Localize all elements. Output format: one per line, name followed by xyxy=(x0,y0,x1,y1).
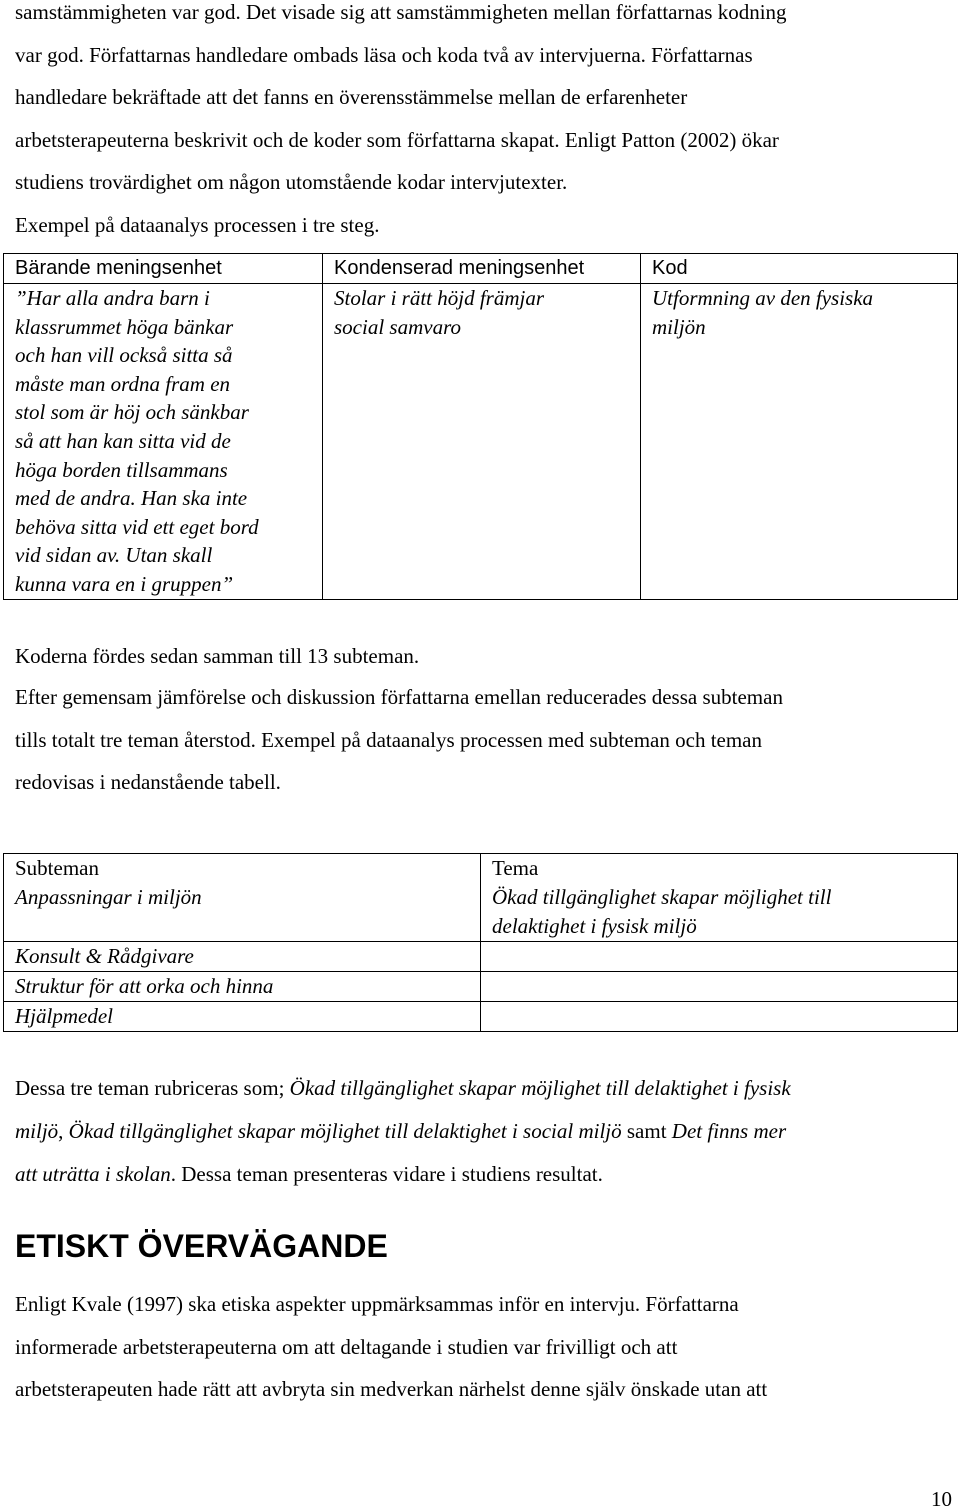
themes-paragraph xyxy=(15,1067,945,1196)
cell-kondenserad-meningsenhet xyxy=(323,284,641,600)
header-tema: Tema xyxy=(492,856,539,880)
page-number: 10 xyxy=(931,1487,952,1511)
text-line: redovisas i nedanstående tabell. xyxy=(15,770,281,794)
theme-name: miljö xyxy=(15,1119,59,1143)
theme-name: att uträtta i skolan xyxy=(15,1162,171,1186)
header-kondenserad-meningsenhet: Kondenserad meningsenhet xyxy=(323,254,641,284)
cell-line: höga borden tillsammans xyxy=(15,457,228,482)
text-line xyxy=(15,1110,945,1153)
cell-line: stol som är höj och sänkbar xyxy=(15,400,249,425)
cell-line: så att han kan sitta vid de xyxy=(15,428,231,453)
table-row xyxy=(4,1002,958,1032)
empty-cell xyxy=(481,1002,958,1032)
theme-name: Ökad tillgänglighet skapar möjlighet till delaktighet i social miljö xyxy=(68,1119,622,1143)
text-run: , xyxy=(58,1119,69,1143)
cell-subteman-group xyxy=(4,854,481,942)
cell-tema-group xyxy=(481,854,958,942)
theme-name: Det finns mer xyxy=(671,1119,787,1143)
cell-line: Utformning av den fysiska xyxy=(652,286,874,310)
text-line xyxy=(15,1153,945,1196)
tema-line: Ökad tillgänglighet skapar möjlighet till xyxy=(492,885,832,909)
cell-line: miljön xyxy=(652,314,706,339)
empty-cell xyxy=(481,972,958,1002)
text-line: Koderna fördes sedan samman till 13 subteman. xyxy=(15,644,420,668)
cell-line: Stolar i rätt höjd främjar xyxy=(334,286,545,310)
cell-line: med de andra. Han ska inte xyxy=(15,486,248,511)
text-run: Dessa tre teman rubriceras som; xyxy=(15,1076,290,1100)
header-kod: Kod xyxy=(641,254,958,284)
text-run: . Dessa teman presenteras vidare i studiens resultat. xyxy=(170,1162,603,1186)
tema-line: delaktighet i fysisk miljö xyxy=(492,914,697,938)
cell-line: och han vill också sitta så xyxy=(15,343,233,368)
cell-line: klassrummet höga bänkar xyxy=(15,314,234,339)
table-row xyxy=(4,942,958,972)
subtema-item: Struktur för att orka och hinna xyxy=(4,972,481,1002)
text-line: arbetsterapeuten hade rätt att avbryta sin medverkan närhelst denne själv önskade utan att xyxy=(15,1377,768,1401)
cell-line: kunna vara en i gruppen” xyxy=(15,571,234,596)
section-heading: ETISKT ÖVERVÄGANDE xyxy=(15,1228,388,1264)
text-line: Efter gemensam jämförelse och diskussion författarna emellan reducerades dessa subteman xyxy=(15,685,783,709)
cell-line: vid sidan av. Utan skall xyxy=(15,543,213,568)
text-line: informerade arbetsterapeuterna om att deltagande i studien var frivilligt och att xyxy=(15,1334,678,1359)
data-analysis-table xyxy=(3,253,958,600)
codes-sentence xyxy=(15,635,945,677)
intro-paragraph xyxy=(15,0,945,246)
text-line: handledare bekräftade att det fanns en överensstämmelse mellan de erfarenheter xyxy=(15,85,688,109)
text-line: tills totalt tre teman återstod. Exempel på dataanalys processen med subteman och teman xyxy=(15,727,763,752)
reduction-paragraph xyxy=(15,676,945,804)
subtheme-theme-table xyxy=(3,853,958,1032)
cell-line: ”Har alla andra barn i xyxy=(15,286,210,310)
cell-barande-meningsenhet xyxy=(4,284,323,600)
cell-line: behöva sitta vid ett eget bord xyxy=(15,514,259,539)
text-run: samt xyxy=(621,1119,672,1143)
text-line: arbetsterapeuterna beskrivit och de koder som författarna skapat. Enligt Patton (2002) ökar xyxy=(15,127,779,152)
header-subteman: Subteman xyxy=(15,856,99,880)
empty-cell xyxy=(481,942,958,972)
cell-line: social samvaro xyxy=(334,314,461,339)
theme-name: Ökad tillgänglighet skapar möjlighet till delaktighet i fysisk xyxy=(289,1076,791,1100)
table-row xyxy=(4,284,958,600)
table-row xyxy=(4,854,958,942)
text-line: Enligt Kvale (1997) ska etiska aspekter uppmärksammas inför en intervju. Författarna xyxy=(15,1292,739,1316)
ethics-paragraph xyxy=(15,1283,945,1411)
cell-kod xyxy=(641,284,958,600)
text-line: var god. Författarnas handledare ombads läsa och koda två av intervjuerna. Författarnas xyxy=(15,42,753,67)
text-line: studiens trovärdighet om någon utomstående kodar intervjutexter. xyxy=(15,170,568,194)
subtema-item: Konsult & Rådgivare xyxy=(4,942,481,972)
subtema-item: Anpassningar i miljön xyxy=(15,885,202,909)
table-header-row xyxy=(4,254,958,284)
cell-line: måste man ordna fram en xyxy=(15,371,231,396)
text-line xyxy=(15,1067,945,1110)
text-line: Exempel på dataanalys processen i tre steg. xyxy=(15,212,380,237)
header-barande-meningsenhet: Bärande meningsenhet xyxy=(4,254,323,284)
subtema-item: Hjälpmedel xyxy=(4,1002,481,1032)
text-line: samstämmigheten var god. Det visade sig att samstämmigheten mellan författarnas kodning xyxy=(15,0,787,24)
table-row xyxy=(4,972,958,1002)
